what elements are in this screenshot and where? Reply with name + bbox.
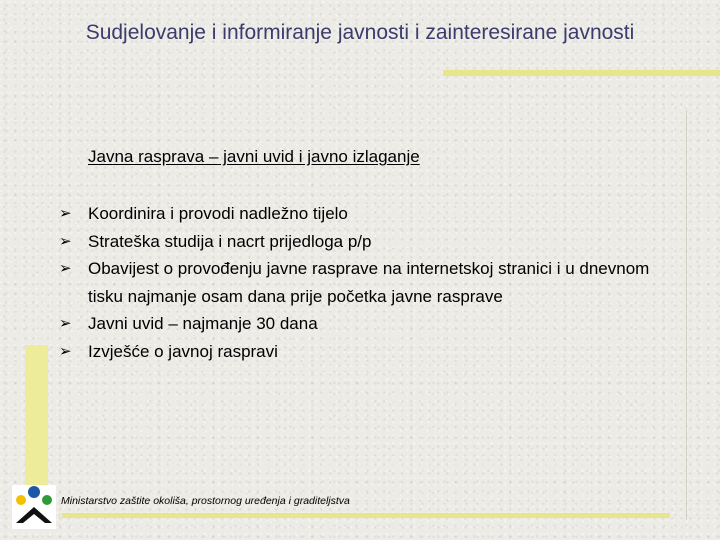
- arrowhead-bullet-icon: ➢: [59, 342, 72, 360]
- slide-title: Sudjelovanje i informiranje javnosti i zainteresirane javnosti: [85, 21, 635, 44]
- title-accent-bar: [443, 70, 720, 76]
- footer-accent-bar: [62, 513, 670, 518]
- footer-ministry-name: Ministarstvo zaštite okoliša, prostornog uređenja i graditeljstva: [61, 495, 350, 507]
- slide-subtitle: Javna rasprava – javni uvid i javno izlaganje: [88, 147, 420, 166]
- arrowhead-bullet-icon: ➢: [59, 315, 72, 332]
- arrowhead-bullet-icon: ➢: [59, 232, 72, 250]
- list-item: [59, 338, 679, 366]
- bullet-list: [59, 200, 679, 365]
- list-item: [59, 310, 679, 338]
- arrowhead-bullet-icon: ➢: [59, 260, 72, 277]
- bullet-text: Obavijest o provođenju javne rasprave na internetskoj stranici i u dnevnom tisku najmanje osam dana prije početka javne rasprave: [88, 259, 650, 306]
- bullet-text: Izvješće o javnoj raspravi: [88, 341, 278, 361]
- right-divider: [686, 110, 687, 520]
- ministry-logo-icon: [12, 485, 56, 529]
- bullet-text: Strateška studija i nacrt prijedloga p/p: [88, 231, 372, 251]
- arrowhead-bullet-icon: ➢: [59, 205, 72, 222]
- bullet-text: Koordinira i provodi nadležno tijelo: [88, 204, 348, 223]
- list-item: [59, 228, 679, 256]
- list-item: [59, 200, 679, 228]
- bullet-text: Javni uvid – najmanje 30 dana: [88, 314, 318, 333]
- left-accent-bar: [25, 345, 48, 485]
- list-item: [59, 255, 679, 310]
